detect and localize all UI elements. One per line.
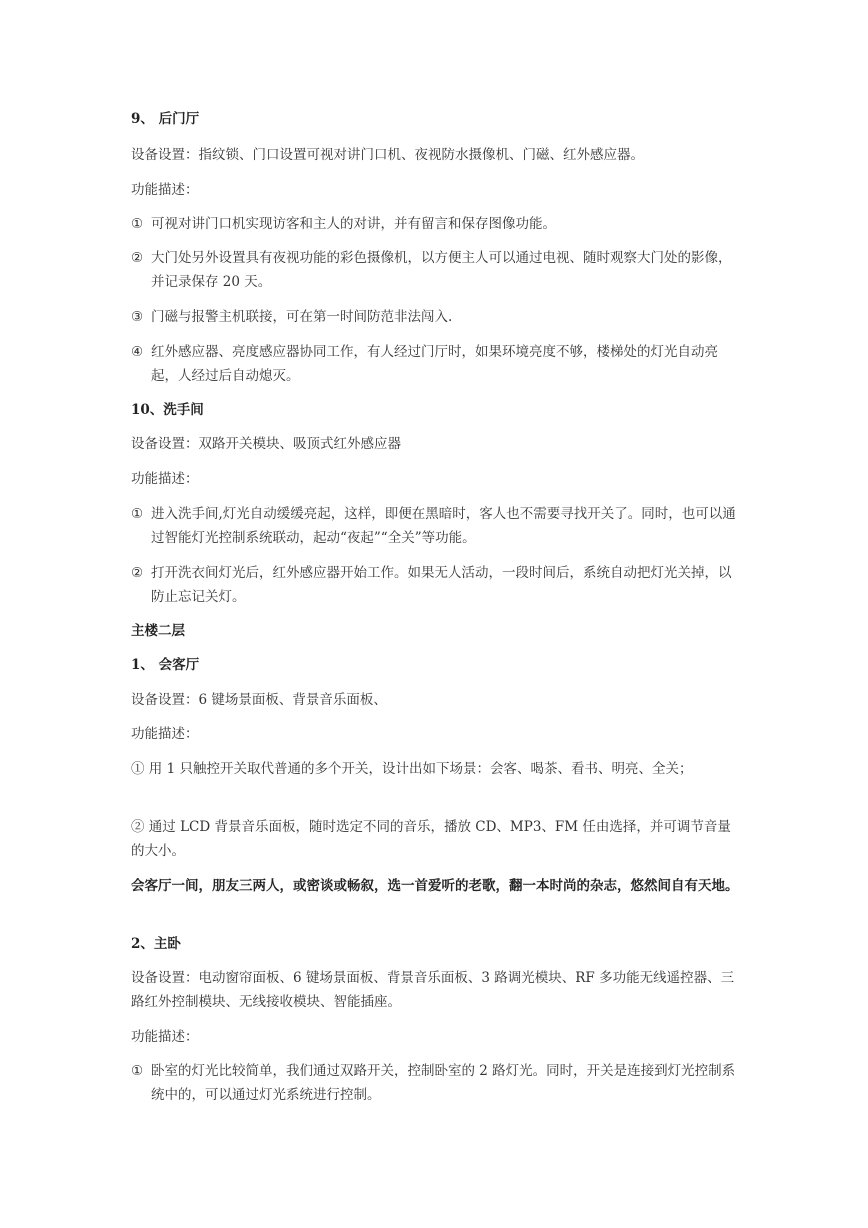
- list-number: ③: [131, 309, 144, 325]
- paragraph: 功能描述：: [131, 471, 199, 487]
- list-number: ①: [131, 1063, 144, 1079]
- paragraph: 功能描述：: [131, 1029, 199, 1045]
- paragraph: ① 用 1 只触控开关取代普通的多个开关，设计出如下场景：会客、喝茶、看书、明亮、全关；: [131, 761, 693, 777]
- list-item: [131, 305, 741, 329]
- list-item: [131, 1059, 741, 1107]
- list-number: ①: [131, 506, 144, 522]
- list-number: ②: [131, 565, 144, 581]
- list-item: [131, 212, 741, 236]
- heading-washroom: 10、洗手间: [131, 402, 204, 418]
- heading-back-hall: 9、 后门厅: [131, 111, 200, 127]
- list-text: 卧室的灯光比较简单，我们通过双路开关，控制卧室的 2 路灯光。同时，开关是连接到灯光控制系统中的，可以通过灯光系统进行控制。: [151, 1063, 736, 1103]
- heading-master-bedroom: 2、主卧: [131, 936, 181, 952]
- heading-reception-room: 1、 会客厅: [131, 657, 200, 673]
- list-item: [131, 502, 741, 550]
- list-text: 可视对讲门口机实现访客和主人的对讲，并有留言和保存图像功能。: [151, 216, 556, 232]
- list-text: 进入洗手间,灯光自动缓缓亮起，这样，即便在黑暗时，客人也不需要寻找开关了。同时，也可以通过智能灯光控制系统联动，起动“夜起”“全关”等功能。: [151, 506, 736, 546]
- list-text: 打开洗衣间灯光后，红外感应器开始工作。如果无人活动，一段时间后，系统自动把灯光关掉，以防止忘记关灯。: [151, 565, 732, 605]
- paragraph: 设备设置：电动窗帘面板、6 键场景面板、背景音乐面板、3 路调光模块、RF 多功能无线遥控器、三路红外控制模块、无线接收模块、智能插座。: [131, 970, 735, 1010]
- paragraph: 设备设置：双路开关模块、吸顶式红外感应器: [131, 436, 401, 452]
- paragraph: 功能描述：: [131, 726, 199, 742]
- list-number: ④: [131, 344, 144, 360]
- list-text: 红外感应器、亮度感应器协同工作，有人经过门厅时，如果环境亮度不够，楼梯处的灯光自动亮起，人经过后自动熄灭。: [151, 344, 718, 384]
- list-item: [131, 340, 741, 388]
- heading-floor-2: 主楼二层: [131, 623, 185, 639]
- paragraph: 功能描述：: [131, 182, 199, 198]
- list-item: [131, 246, 741, 294]
- list-item: [131, 561, 741, 609]
- paragraph: 设备设置：6 键场景面板、背景音乐面板、: [131, 692, 387, 708]
- list-number: ②: [131, 250, 144, 266]
- bold-paragraph: 会客厅一间，朋友三两人，或密谈或畅叙，选一首爱听的老歌，翻一本时尚的杂志，悠然间自有天地。: [131, 878, 739, 894]
- list-text: 门磁与报警主机联接，可在第一时间防范非法闯入.: [151, 309, 453, 325]
- paragraph: ② 通过 LCD 背景音乐面板，随时选定不同的音乐，播放 CD、MP3、FM 任由选择，并可调节音量的大小。: [131, 819, 731, 859]
- list-text: 大门处另外设置具有夜视功能的彩色摄像机，以方便主人可以通过电视、随时观察大门处的影像，并记录保存 20 天。: [151, 250, 732, 290]
- paragraph: 设备设置：指纹锁、门口设置可视对讲门口机、夜视防水摄像机、门磁、红外感应器。: [131, 147, 644, 163]
- list-number: ①: [131, 216, 144, 232]
